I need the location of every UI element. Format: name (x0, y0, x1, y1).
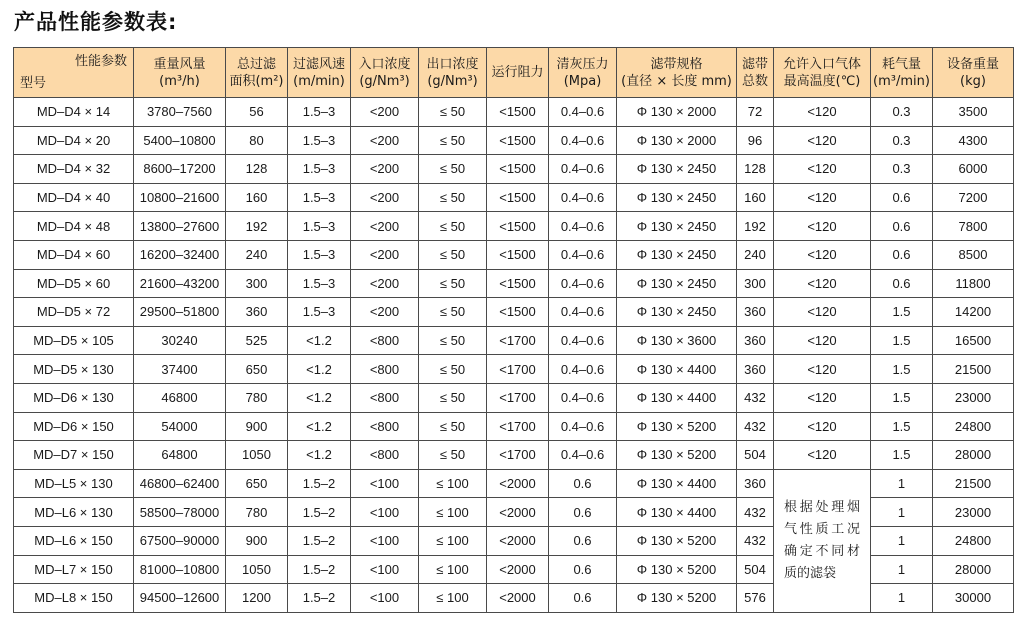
table-cell: <200 (351, 155, 419, 184)
table-cell: <120 (774, 441, 871, 470)
column-header (933, 48, 1014, 98)
table-cell: <100 (351, 526, 419, 555)
table-cell: 0.4–0.6 (549, 183, 617, 212)
table-cell: ≤ 50 (419, 240, 487, 269)
table-cell: 360 (737, 326, 774, 355)
table-cell: <200 (351, 98, 419, 127)
table-cell: <120 (774, 98, 871, 127)
table-cell: 0.4–0.6 (549, 126, 617, 155)
column-header-line: (kg) (960, 73, 986, 89)
table-row (14, 155, 1014, 184)
table-cell: <200 (351, 212, 419, 241)
header-corner-cell (14, 48, 134, 98)
table-cell: 13800–27600 (134, 212, 226, 241)
table-cell: 46800 (134, 383, 226, 412)
table-cell: 0.3 (871, 126, 933, 155)
table-row (14, 355, 1014, 384)
column-header (549, 48, 617, 98)
header-row (14, 48, 1014, 98)
column-header-line: (g/Nm³) (427, 73, 478, 89)
table-cell: Φ 130 × 5200 (617, 584, 737, 613)
column-header-line: 最高温度(℃) (783, 73, 861, 89)
table-cell: 360 (737, 355, 774, 384)
column-header (737, 48, 774, 98)
model-cell: MD–D4 × 40 (14, 183, 134, 212)
table-cell: Φ 130 × 2450 (617, 155, 737, 184)
table-cell: 192 (737, 212, 774, 241)
table-cell: ≤ 50 (419, 155, 487, 184)
model-cell: MD–D4 × 20 (14, 126, 134, 155)
table-cell: Φ 130 × 2450 (617, 212, 737, 241)
table-cell: 14200 (933, 298, 1014, 327)
table-cell: <2000 (487, 469, 549, 498)
table-cell: 1.5–3 (288, 212, 351, 241)
table-cell: ≤ 50 (419, 326, 487, 355)
table-cell: <120 (774, 298, 871, 327)
column-header-line: (直径 × 长度 mm) (621, 73, 732, 89)
column-header-line: 允许入口气体 (782, 56, 861, 72)
table-cell: 1.5–3 (288, 126, 351, 155)
table-cell: 1.5–2 (288, 498, 351, 527)
table-cell: <1500 (487, 126, 549, 155)
table-cell: <1700 (487, 441, 549, 470)
table-cell: 0.4–0.6 (549, 298, 617, 327)
table-cell: ≤ 100 (419, 526, 487, 555)
column-header (871, 48, 933, 98)
table-cell: 0.4–0.6 (549, 212, 617, 241)
table-cell: <1500 (487, 298, 549, 327)
table-cell: 1.5–3 (288, 240, 351, 269)
table-cell: 0.3 (871, 155, 933, 184)
table-cell: 1.5–3 (288, 183, 351, 212)
table-cell: 30000 (933, 584, 1014, 613)
table-cell: 29500–51800 (134, 298, 226, 327)
table-header (14, 48, 1014, 98)
table-row (14, 326, 1014, 355)
table-cell: 1 (871, 584, 933, 613)
table-cell: 21600–43200 (134, 269, 226, 298)
column-header-line: (m/min) (293, 73, 345, 89)
table-cell: 94500–12600 (134, 584, 226, 613)
table-cell: <800 (351, 383, 419, 412)
table-cell: 1 (871, 498, 933, 527)
table-row (14, 269, 1014, 298)
table-cell: 0.4–0.6 (549, 326, 617, 355)
table-cell: 30240 (134, 326, 226, 355)
table-row (14, 212, 1014, 241)
model-cell: MD–D5 × 72 (14, 298, 134, 327)
table-cell: <120 (774, 212, 871, 241)
table-cell: ≤ 50 (419, 355, 487, 384)
table-cell: 1.5 (871, 412, 933, 441)
table-cell: <100 (351, 555, 419, 584)
column-header (351, 48, 419, 98)
table-cell: 0.6 (871, 212, 933, 241)
table-cell: 1.5–3 (288, 298, 351, 327)
table-cell: 64800 (134, 441, 226, 470)
model-cell: MD–L5 × 130 (14, 469, 134, 498)
model-cell: MD–D5 × 105 (14, 326, 134, 355)
table-cell: 650 (226, 469, 288, 498)
model-cell: MD–D7 × 150 (14, 441, 134, 470)
table-cell: 780 (226, 383, 288, 412)
table-cell: 24800 (933, 526, 1014, 555)
column-header-line: (m³/min) (873, 73, 930, 89)
table-cell: 8600–17200 (134, 155, 226, 184)
table-cell: 160 (737, 183, 774, 212)
table-cell: 1 (871, 555, 933, 584)
table-body (14, 98, 1014, 613)
table-cell: 7800 (933, 212, 1014, 241)
table-cell: Φ 130 × 2450 (617, 269, 737, 298)
table-cell: 23000 (933, 383, 1014, 412)
table-cell: 81000–10800 (134, 555, 226, 584)
table-cell: 21500 (933, 355, 1014, 384)
table-cell: 1.5 (871, 298, 933, 327)
table-cell: Φ 130 × 2450 (617, 240, 737, 269)
table-cell: <120 (774, 155, 871, 184)
table-cell: 192 (226, 212, 288, 241)
column-header-line: 总过滤 (236, 56, 276, 72)
table-cell: <800 (351, 441, 419, 470)
table-cell: Φ 130 × 5200 (617, 555, 737, 584)
table-cell: 0.6 (871, 269, 933, 298)
table-cell: 160 (226, 183, 288, 212)
table-cell: 96 (737, 126, 774, 155)
table-cell: 432 (737, 526, 774, 555)
table-cell: 24800 (933, 412, 1014, 441)
table-cell: <2000 (487, 526, 549, 555)
model-cell: MD–D5 × 60 (14, 269, 134, 298)
model-cell: MD–D6 × 130 (14, 383, 134, 412)
table-cell: 900 (226, 412, 288, 441)
table-cell: <1700 (487, 383, 549, 412)
table-row (14, 412, 1014, 441)
table-cell: 58500–78000 (134, 498, 226, 527)
table-cell: <1700 (487, 412, 549, 441)
table-cell: <1500 (487, 269, 549, 298)
column-header-line: 入口浓度 (358, 56, 411, 72)
table-cell: 128 (226, 155, 288, 184)
table-cell: <120 (774, 355, 871, 384)
column-header-line: (g/Nm³) (359, 73, 410, 89)
table-cell: <1.2 (288, 383, 351, 412)
table-cell: 360 (226, 298, 288, 327)
table-cell: 23000 (933, 498, 1014, 527)
table-cell: 504 (737, 555, 774, 584)
table-row (14, 240, 1014, 269)
table-cell: 1.5 (871, 326, 933, 355)
column-header (419, 48, 487, 98)
table-cell: <1500 (487, 98, 549, 127)
table-cell: 1 (871, 469, 933, 498)
column-header-line: 总数 (741, 73, 768, 89)
table-cell: <2000 (487, 555, 549, 584)
model-cell: MD–D4 × 60 (14, 240, 134, 269)
table-cell: 1.5–2 (288, 555, 351, 584)
table-cell: <1500 (487, 212, 549, 241)
table-cell: 0.3 (871, 98, 933, 127)
table-row (14, 126, 1014, 155)
table-cell: <200 (351, 183, 419, 212)
table-cell: <2000 (487, 584, 549, 613)
model-cell: MD–L6 × 130 (14, 498, 134, 527)
table-cell: Φ 130 × 2450 (617, 298, 737, 327)
column-header (226, 48, 288, 98)
table-cell: <100 (351, 498, 419, 527)
model-cell: MD–L8 × 150 (14, 584, 134, 613)
table-cell: Φ 130 × 5200 (617, 412, 737, 441)
table-cell: ≤ 50 (419, 441, 487, 470)
table-cell: 10800–21600 (134, 183, 226, 212)
table-cell: 0.4–0.6 (549, 98, 617, 127)
table-cell: 0.6 (549, 526, 617, 555)
table-cell: 46800–62400 (134, 469, 226, 498)
table-cell: 21500 (933, 469, 1014, 498)
table-cell: 0.4–0.6 (549, 240, 617, 269)
table-cell: 11800 (933, 269, 1014, 298)
table-cell: 0.6 (549, 498, 617, 527)
table-row (14, 469, 1014, 498)
table-cell: 432 (737, 498, 774, 527)
table-cell: <200 (351, 126, 419, 155)
table-row (14, 183, 1014, 212)
table-cell: 1.5–3 (288, 98, 351, 127)
column-header-line: 耗气量 (881, 56, 921, 72)
table-cell: <120 (774, 269, 871, 298)
table-cell: 1050 (226, 441, 288, 470)
table-cell: 240 (737, 240, 774, 269)
table-cell: 1.5–3 (288, 155, 351, 184)
table-cell: ≤ 50 (419, 269, 487, 298)
table-cell: 0.6 (549, 469, 617, 498)
table-cell: 54000 (134, 412, 226, 441)
table-cell: Φ 130 × 3600 (617, 326, 737, 355)
column-header-line: 过滤风速 (292, 56, 345, 72)
table-cell: 0.4–0.6 (549, 155, 617, 184)
model-cell: MD–D4 × 32 (14, 155, 134, 184)
table-cell: Φ 130 × 4400 (617, 383, 737, 412)
table-row (14, 441, 1014, 470)
table-cell: <800 (351, 412, 419, 441)
table-cell: 900 (226, 526, 288, 555)
table-cell: 504 (737, 441, 774, 470)
table-cell: <800 (351, 355, 419, 384)
table-cell: <1700 (487, 355, 549, 384)
table-cell: 300 (226, 269, 288, 298)
table-cell: 1.5 (871, 441, 933, 470)
table-cell: 16200–32400 (134, 240, 226, 269)
table-cell: 56 (226, 98, 288, 127)
column-header (487, 48, 549, 98)
table-cell: 1.5–2 (288, 526, 351, 555)
table-row (14, 383, 1014, 412)
table-cell: 240 (226, 240, 288, 269)
table-cell: 576 (737, 584, 774, 613)
table-cell: Φ 130 × 4400 (617, 469, 737, 498)
filter-material-note: 根据处理烟气性质工况确定不同材质的滤袋 (774, 469, 871, 612)
table-cell: ≤ 50 (419, 298, 487, 327)
table-cell: <120 (774, 126, 871, 155)
model-cell: MD–L7 × 150 (14, 555, 134, 584)
table-cell: <1500 (487, 155, 549, 184)
table-cell: 0.6 (549, 555, 617, 584)
model-cell: MD–L6 × 150 (14, 526, 134, 555)
column-header-line: (m³/h) (159, 73, 200, 89)
table-cell: Φ 130 × 4400 (617, 498, 737, 527)
table-cell: ≤ 100 (419, 469, 487, 498)
table-cell: 28000 (933, 441, 1014, 470)
table-cell: <120 (774, 326, 871, 355)
table-cell: <200 (351, 240, 419, 269)
table-cell: Φ 130 × 2000 (617, 98, 737, 127)
table-cell: 650 (226, 355, 288, 384)
column-header (288, 48, 351, 98)
table-cell: 0.4–0.6 (549, 383, 617, 412)
table-cell: Φ 130 × 4400 (617, 355, 737, 384)
table-cell: 37400 (134, 355, 226, 384)
column-header-line: 重量风量 (153, 56, 206, 72)
table-cell: ≤ 50 (419, 412, 487, 441)
table-cell: <100 (351, 584, 419, 613)
table-cell: 525 (226, 326, 288, 355)
table-cell: 1.5–2 (288, 584, 351, 613)
table-cell: <800 (351, 326, 419, 355)
table-cell: 0.4–0.6 (549, 441, 617, 470)
table-cell: 1.5–2 (288, 469, 351, 498)
spec-table (13, 47, 1014, 613)
table-cell: 1.5 (871, 355, 933, 384)
table-cell: 1.5 (871, 383, 933, 412)
table-cell: 0.6 (871, 240, 933, 269)
table-cell: <120 (774, 412, 871, 441)
table-cell: <120 (774, 183, 871, 212)
table-cell: 0.6 (871, 183, 933, 212)
table-cell: ≤ 50 (419, 98, 487, 127)
table-cell: <100 (351, 469, 419, 498)
table-cell: <1500 (487, 183, 549, 212)
page-title: 产品性能参数表: (14, 10, 178, 34)
table-cell: 16500 (933, 326, 1014, 355)
table-cell: Φ 130 × 5200 (617, 441, 737, 470)
table-cell: <2000 (487, 498, 549, 527)
table-cell: <1.2 (288, 441, 351, 470)
column-header (617, 48, 737, 98)
table-cell: 72 (737, 98, 774, 127)
table-cell: 432 (737, 412, 774, 441)
table-cell: Φ 130 × 2000 (617, 126, 737, 155)
table-cell: ≤ 100 (419, 584, 487, 613)
column-header-line: (Mpa) (563, 73, 602, 89)
table-cell: 1050 (226, 555, 288, 584)
column-header-line: 滤带规格 (650, 56, 703, 72)
model-cell: MD–D4 × 14 (14, 98, 134, 127)
table-cell: ≤ 100 (419, 555, 487, 584)
table-row (14, 298, 1014, 327)
column-header-line: 出口浓度 (426, 56, 479, 72)
table-cell: <1500 (487, 240, 549, 269)
model-cell: MD–D4 × 48 (14, 212, 134, 241)
table-cell: ≤ 50 (419, 126, 487, 155)
table-cell: ≤ 100 (419, 498, 487, 527)
column-header-line: 清灰压力 (556, 56, 609, 72)
table-cell: <200 (351, 298, 419, 327)
table-cell: ≤ 50 (419, 183, 487, 212)
table-cell: 80 (226, 126, 288, 155)
table-cell: 0.6 (549, 584, 617, 613)
table-cell: 1.5–3 (288, 269, 351, 298)
table-cell: 3500 (933, 98, 1014, 127)
table-cell: 128 (737, 155, 774, 184)
table-cell: 0.4–0.6 (549, 269, 617, 298)
table-cell: 7200 (933, 183, 1014, 212)
model-cell: MD–D5 × 130 (14, 355, 134, 384)
table-cell: 6000 (933, 155, 1014, 184)
table-cell: ≤ 50 (419, 383, 487, 412)
table-cell: 0.4–0.6 (549, 355, 617, 384)
table-cell: 3780–7560 (134, 98, 226, 127)
header-corner-top: 性能参数 (74, 54, 127, 69)
table-cell: 1 (871, 526, 933, 555)
table-cell: Φ 130 × 2450 (617, 183, 737, 212)
column-header-line: 运行阻力 (491, 65, 544, 80)
table-cell: <1.2 (288, 326, 351, 355)
table-cell: ≤ 50 (419, 212, 487, 241)
column-header-line: 滤带 (741, 56, 768, 72)
column-header-line: 面积(m²) (229, 73, 284, 89)
header-corner-bottom: 型号 (20, 76, 47, 91)
table-cell: <1.2 (288, 412, 351, 441)
column-header (774, 48, 871, 98)
table-cell: 4300 (933, 126, 1014, 155)
table-cell: 67500–90000 (134, 526, 226, 555)
model-cell: MD–D6 × 150 (14, 412, 134, 441)
table-cell: <120 (774, 240, 871, 269)
table-cell: 300 (737, 269, 774, 298)
table-row (14, 98, 1014, 127)
table-cell: <1.2 (288, 355, 351, 384)
table-cell: 780 (226, 498, 288, 527)
column-header (134, 48, 226, 98)
table-cell: 28000 (933, 555, 1014, 584)
table-cell: 0.4–0.6 (549, 412, 617, 441)
table-cell: <200 (351, 269, 419, 298)
table-cell: 360 (737, 469, 774, 498)
table-cell: 1200 (226, 584, 288, 613)
table-cell: 5400–10800 (134, 126, 226, 155)
table-cell: 360 (737, 298, 774, 327)
table-cell: 8500 (933, 240, 1014, 269)
table-cell: 432 (737, 383, 774, 412)
column-header-line: 设备重量 (946, 56, 999, 72)
table-cell: <120 (774, 383, 871, 412)
table-cell: <1700 (487, 326, 549, 355)
table-cell: Φ 130 × 5200 (617, 526, 737, 555)
